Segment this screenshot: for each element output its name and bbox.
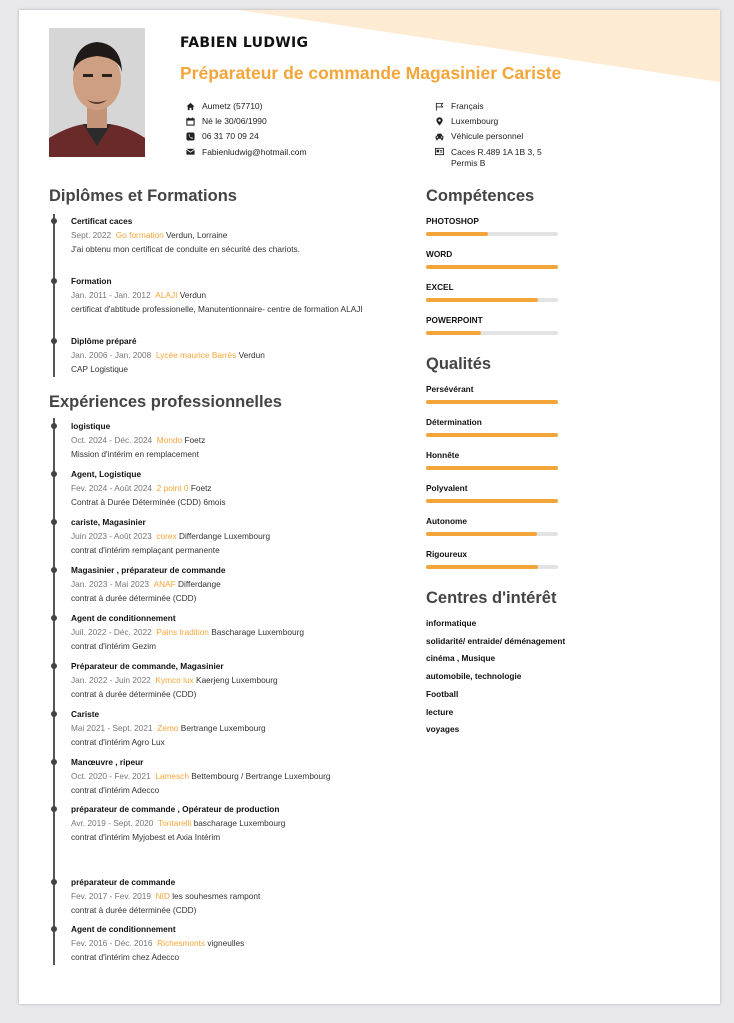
education-organization: Go formation <box>115 230 164 240</box>
experience-description: contrat à durée déterminée (CDD) <box>71 593 197 603</box>
profile-photo <box>49 28 145 157</box>
experience-dates: Mai 2021 - Sept. 2021 <box>71 723 153 733</box>
quality-bar <box>426 400 558 404</box>
licenses-text: Caces R.489 1A 1B 3, 5 <box>451 146 542 157</box>
permit-text: Permis B <box>451 158 486 169</box>
experience-place: Foetz <box>184 435 206 445</box>
experience-dates: Juin 2023 - Août 2023 <box>71 531 152 541</box>
quality-bar <box>426 565 558 569</box>
quality-item <box>426 417 558 437</box>
interest-item: Football <box>426 688 459 699</box>
skill-label: EXCEL <box>426 282 454 292</box>
experience-entry <box>71 875 401 917</box>
skill-item <box>426 216 558 236</box>
skill-bar-fill <box>426 265 558 269</box>
experience-title: Cariste <box>71 709 100 719</box>
education-entry <box>71 334 401 376</box>
experience-description: contrat à durée déterminée (CDD) <box>71 905 197 915</box>
skill-bar-fill <box>426 298 538 302</box>
quality-label: Autonome <box>426 516 468 526</box>
experience-description: Contrat à Durée Déterminée (CDD) 6mois <box>71 497 226 507</box>
quality-bar <box>426 466 558 470</box>
experience-entry <box>71 611 401 653</box>
quality-bar-fill <box>426 532 537 536</box>
contact-info-left <box>185 101 307 162</box>
quality-item <box>426 516 558 536</box>
experience-dates: Juil. 2022 - Déc. 2022 <box>71 627 152 637</box>
timeline-dot <box>51 615 57 621</box>
experience-meta <box>71 816 401 830</box>
education-description: J'ai obtenu mon certificat de conduite en sécurité des chariots. <box>71 244 300 254</box>
education-timeline <box>53 214 55 377</box>
interest-item: lecture <box>426 706 454 717</box>
experience-organization: Mondo <box>156 435 183 445</box>
experience-organization: 2 point 0 <box>156 483 189 493</box>
address-text: Aumetz (57710) <box>202 101 263 111</box>
interests-heading: Centres d'intérêt <box>426 589 557 607</box>
experience-description: contrat d'intérim Myjobest et Axia Intérim <box>71 832 221 842</box>
phone-icon <box>185 131 195 141</box>
interest-item: informatique <box>426 618 477 628</box>
experience-place: les souhesmes rampont <box>172 891 261 901</box>
timeline-dot <box>51 926 57 932</box>
experience-meta <box>71 769 401 783</box>
experience-title: logistique <box>71 421 111 431</box>
education-organization: Lycée maurice Barrès <box>155 350 237 360</box>
experience-place: Bettembourg / Bertrange Luxembourg <box>191 771 331 781</box>
experience-title: préparateur de commande <box>71 877 176 887</box>
experience-organization: Tontarelli <box>158 818 192 828</box>
experience-title: Agent de conditionnement <box>71 613 176 623</box>
location-text: Luxembourg <box>451 116 499 127</box>
education-dates: Jan. 2011 - Jan. 2012 <box>71 290 151 300</box>
skill-bar <box>426 331 558 335</box>
experience-title: Magasinier , préparateur de commande <box>71 565 226 575</box>
experience-entry <box>71 802 401 844</box>
experience-meta <box>71 433 401 447</box>
education-meta <box>71 348 401 362</box>
contact-info-right <box>434 101 542 171</box>
quality-bar <box>426 499 558 503</box>
experience-description: contrat d'intérim chez Adecco <box>71 952 180 962</box>
education-title: Formation <box>71 276 112 286</box>
quality-bar-fill <box>426 499 558 503</box>
experience-organization: Pains tradition <box>156 627 209 637</box>
interest-item: automobile, technologie <box>426 671 522 682</box>
timeline-dot <box>51 567 57 573</box>
experience-dates: Jan. 2022 - Juin 2022 <box>71 675 151 685</box>
experience-place: Bertrange Luxembourg <box>180 723 266 733</box>
skill-item <box>426 249 558 269</box>
skills-heading: Compétences <box>426 187 535 205</box>
education-place: Verdun, Lorraine <box>166 230 228 240</box>
experience-meta <box>71 529 401 543</box>
education-title: Diplôme préparé <box>71 336 137 346</box>
education-entry <box>71 274 401 316</box>
experience-place: bascharage Luxembourg <box>193 818 286 828</box>
education-heading: Diplômes et Formations <box>49 187 237 205</box>
job-title: Préparateur de commande Magasinier Cariste <box>180 63 562 83</box>
car-icon <box>434 131 444 141</box>
skill-label: WORD <box>426 249 453 259</box>
experience-dates: Fev. 2024 - Août 2024 <box>71 483 153 493</box>
experience-organization: Lamesch <box>155 771 189 781</box>
timeline-dot <box>51 711 57 717</box>
skill-bar <box>426 265 558 269</box>
experience-description: contrat d'intérim Agro Lux <box>71 737 165 747</box>
timeline-dot <box>51 759 57 765</box>
experience-organization: corex <box>156 531 177 541</box>
education-meta <box>71 288 401 302</box>
experience-dates: Fev. 2016 - Déc. 2016 <box>71 938 153 948</box>
candidate-name: FABIEN LUDWIG <box>180 35 309 51</box>
experience-entry <box>71 922 401 964</box>
calendar-icon <box>185 116 195 126</box>
education-dates: Sept. 2022 <box>71 230 112 240</box>
skill-label: PHOTOSHOP <box>426 216 479 226</box>
skill-item <box>426 282 558 302</box>
id-card-icon <box>434 147 444 157</box>
education-description: certificat d'abtitude professionelle, Manutentionnaire- centre de formation ALAJI <box>71 304 363 314</box>
timeline-dot <box>51 879 57 885</box>
experience-organization: Kymco lux <box>155 675 194 685</box>
experience-place: vigneulles <box>207 938 245 948</box>
flag-icon <box>434 101 444 111</box>
experience-title: Agent de conditionnement <box>71 924 176 934</box>
experience-description: contrat d'intérim remplaçant permanente <box>71 545 220 555</box>
contact-email <box>185 147 307 162</box>
experience-title: préparateur de commande , Opérateur de production <box>71 804 280 814</box>
experience-dates: Fev. 2017 - Fev. 2019 <box>71 891 151 901</box>
experience-place: Kaerjeng Luxembourg <box>196 675 278 685</box>
skill-item <box>426 315 558 335</box>
home-icon <box>185 101 195 111</box>
experience-entry <box>71 467 401 509</box>
experience-description: contrat d'intérim Gezim <box>71 641 157 651</box>
quality-item <box>426 450 558 470</box>
contact-nationality <box>434 101 542 116</box>
experience-dates: Jan. 2023 - Mai 2023 <box>71 579 149 589</box>
experience-entry <box>71 515 401 557</box>
quality-bar-fill <box>426 433 558 437</box>
education-dates: Jan. 2006 - Jan. 2008 <box>71 350 152 360</box>
skill-bar <box>426 232 558 236</box>
experience-meta <box>71 673 401 687</box>
experience-dates: Oct. 2024 - Déc. 2024 <box>71 435 153 445</box>
quality-item <box>426 384 558 404</box>
experience-place: Foetz <box>190 483 212 493</box>
timeline-dot <box>51 338 57 344</box>
experience-place: Bascharage Luxembourg <box>211 627 304 637</box>
experience-place: Differdange Luxembourg <box>178 531 271 541</box>
experience-dates: Oct. 2020 - Fev. 2021 <box>71 771 151 781</box>
experience-meta <box>71 625 401 639</box>
quality-label: Détermination <box>426 417 482 427</box>
experience-title: Manœuvre , ripeur <box>71 757 144 767</box>
education-meta <box>71 228 401 242</box>
experience-meta <box>71 577 401 591</box>
experience-entry <box>71 659 401 701</box>
birthdate-text: Né le 30/06/1990 <box>202 116 267 127</box>
quality-label: Rigoureux <box>426 549 468 559</box>
experience-description: Mission d'intérim en remplacement <box>71 449 199 459</box>
experience-dates: Avr. 2019 - Sept. 2020 <box>71 818 154 828</box>
envelope-icon <box>185 147 195 157</box>
quality-bar-fill <box>426 565 538 569</box>
qualities-heading: Qualités <box>426 355 492 373</box>
vehicle-text: Véhicule personnel <box>451 131 524 142</box>
resume-page <box>19 10 720 1004</box>
timeline-dot <box>51 471 57 477</box>
interest-item: solidarité/ entraide/ déménagement <box>426 635 566 646</box>
interest-item: cinéma , Musique <box>426 653 496 664</box>
experience-description: contrat d'intérim Adecco <box>71 785 160 795</box>
quality-item <box>426 549 558 569</box>
experience-organization: Zemo <box>157 723 179 733</box>
quality-bar-fill <box>426 466 558 470</box>
experience-title: Agent, Logistique <box>71 469 142 479</box>
timeline-dot <box>51 218 57 224</box>
experience-meta <box>71 936 401 950</box>
nationality-text: Français <box>451 101 484 111</box>
quality-item <box>426 483 558 503</box>
education-organization: ALAJI <box>155 290 178 300</box>
contact-birthdate <box>185 116 307 131</box>
skill-bar-fill <box>426 232 488 236</box>
experience-place: Differdange <box>178 579 221 589</box>
experience-entry <box>71 419 401 461</box>
quality-label: Polyvalent <box>426 483 468 493</box>
skill-bar <box>426 298 558 302</box>
experience-entry <box>71 563 401 605</box>
education-place: Verdun <box>179 290 207 300</box>
experience-title: Préparateur de commande, Magasinier <box>71 661 224 671</box>
education-title: Certificat caces <box>71 216 133 226</box>
skill-bar-fill <box>426 331 481 335</box>
quality-bar-fill <box>426 400 558 404</box>
experience-organization: NID <box>155 891 170 901</box>
contact-licenses <box>434 147 542 171</box>
skill-label: POWERPOINT <box>426 315 483 325</box>
experience-entry <box>71 755 401 797</box>
phone-text: 06 31 70 09 24 <box>202 131 259 142</box>
education-entry <box>71 214 401 256</box>
education-description: CAP Logistique <box>71 364 129 374</box>
experience-meta <box>71 889 401 903</box>
timeline-dot <box>51 663 57 669</box>
quality-label: Honnête <box>426 450 460 460</box>
timeline-dot <box>51 423 57 429</box>
experience-meta <box>71 481 401 495</box>
experience-organization: Richesmonts <box>157 938 206 948</box>
experience-meta <box>71 721 401 735</box>
contact-address <box>185 101 307 116</box>
experience-entry <box>71 707 401 749</box>
map-pin-icon <box>434 116 444 126</box>
timeline-dot <box>51 278 57 284</box>
experience-description: contrat à durée déterminée (CDD) <box>71 689 197 699</box>
quality-bar <box>426 433 558 437</box>
contact-phone <box>185 131 307 146</box>
education-place: Verdun <box>238 350 265 360</box>
experience-organization: ANAF <box>153 579 176 589</box>
timeline-dot <box>51 519 57 525</box>
quality-label: Persévérant <box>426 384 474 394</box>
contact-vehicle <box>434 131 542 146</box>
experience-heading: Expériences professionnelles <box>49 393 282 411</box>
interest-item: voyages <box>426 724 460 735</box>
contact-location <box>434 116 542 131</box>
experience-title: cariste, Magasinier <box>71 517 146 527</box>
timeline-dot <box>51 806 57 812</box>
quality-bar <box>426 532 558 536</box>
email-text[interactable]: Fabienludwig@hotmail.com <box>202 146 307 157</box>
